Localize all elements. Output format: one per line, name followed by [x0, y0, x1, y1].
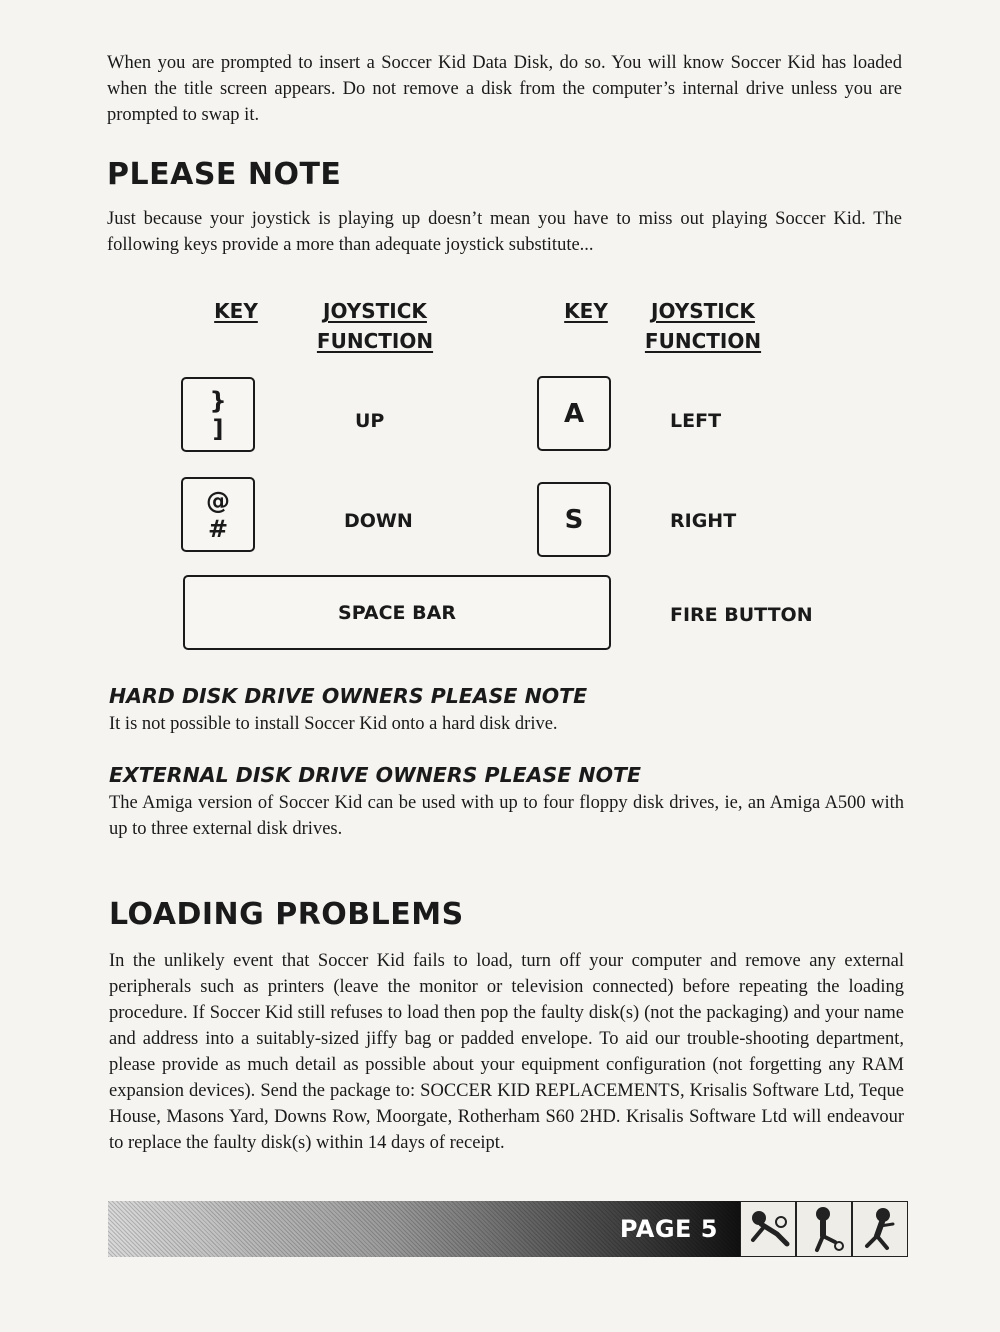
hard-disk-paragraph: It is not possible to install Soccer Kid onto a hard disk drive.	[109, 714, 558, 734]
function-fire-button: FIRE BUTTON	[670, 604, 813, 626]
key-top-char: @	[206, 486, 230, 515]
loading-problems-paragraph: In the unlikely event that Soccer Kid fails to load, turn off your computer and remove any external peripherals such as printers (leave the monitor or television connected) before repeating the loading procedure. If Soccer Kid still refuses to load then pop the faulty disk(s) (not the packaging) and your name and address into a suitably-sized jiffy bag or padded envelope. To aid our trouble-shooting department, please provide as much detail as possible about your equipment configuration (not forgetting any RAM expansion devices). Send the package to: SOCCER KID REPLACEMENTS, Krisalis Software Ltd, Teque House, Masons Yard, Downs Row, Moorgate, Rotherham S60 2HD. Krisalis Software Ltd will endeavour to replace the faulty disk(s) within 14 days of receipt.	[109, 951, 904, 1153]
function-right: RIGHT	[670, 510, 737, 532]
soccer-kid-running-icon	[852, 1201, 908, 1257]
function-down: DOWN	[344, 510, 413, 532]
please-note-heading: PLEASE NOTE	[107, 157, 342, 192]
key-top-char: }	[209, 386, 227, 415]
key-bottom-char: ]	[212, 414, 224, 443]
key-char: S	[564, 504, 584, 535]
page-footer	[108, 1201, 908, 1257]
key-header-left: KEY	[214, 299, 258, 323]
key-s	[537, 482, 611, 557]
external-disk-paragraph: The Amiga version of Soccer Kid can be used with up to four floppy disk drives, ie, an Amiga A500 with up to three external disk drives.	[109, 793, 904, 839]
function-header-left: JOYSTICK FUNCTION	[316, 299, 434, 353]
key-at-hash	[181, 477, 255, 552]
function-header-right: JOYSTICK FUNCTION	[644, 299, 762, 353]
soccer-kid-sliding-icon	[740, 1201, 796, 1257]
external-disk-heading: EXTERNAL DISK DRIVE OWNERS PLEASE NOTE	[109, 763, 641, 787]
key-a	[537, 376, 611, 451]
space-bar-key	[183, 575, 611, 650]
space-bar-label: SPACE BAR	[338, 601, 456, 624]
please-note-paragraph: Just because your joystick is playing up doesn’t mean you have to miss out playing Soccer Kid. The following keys provide a more than adequate joystick substitute...	[107, 209, 902, 255]
intro-paragraph: When you are prompted to insert a Soccer Kid Data Disk, do so. You will know Soccer Kid has loaded when the title screen appears. Do not remove a disk from the computer’s internal drive unless you are prompted to swap it.	[107, 53, 902, 125]
page-number: PAGE 5	[619, 1215, 718, 1243]
key-header-right: KEY	[564, 299, 608, 323]
key-char: A	[563, 398, 585, 429]
function-left: LEFT	[670, 410, 722, 432]
loading-problems-heading: LOADING PROBLEMS	[109, 897, 464, 932]
key-right-brace	[181, 377, 255, 452]
footer-bar	[108, 1201, 740, 1257]
soccer-kid-kicking-icon	[796, 1201, 852, 1257]
hard-disk-heading: HARD DISK DRIVE OWNERS PLEASE NOTE	[109, 684, 588, 708]
key-bottom-char: #	[207, 514, 229, 543]
function-up: UP	[355, 410, 385, 432]
